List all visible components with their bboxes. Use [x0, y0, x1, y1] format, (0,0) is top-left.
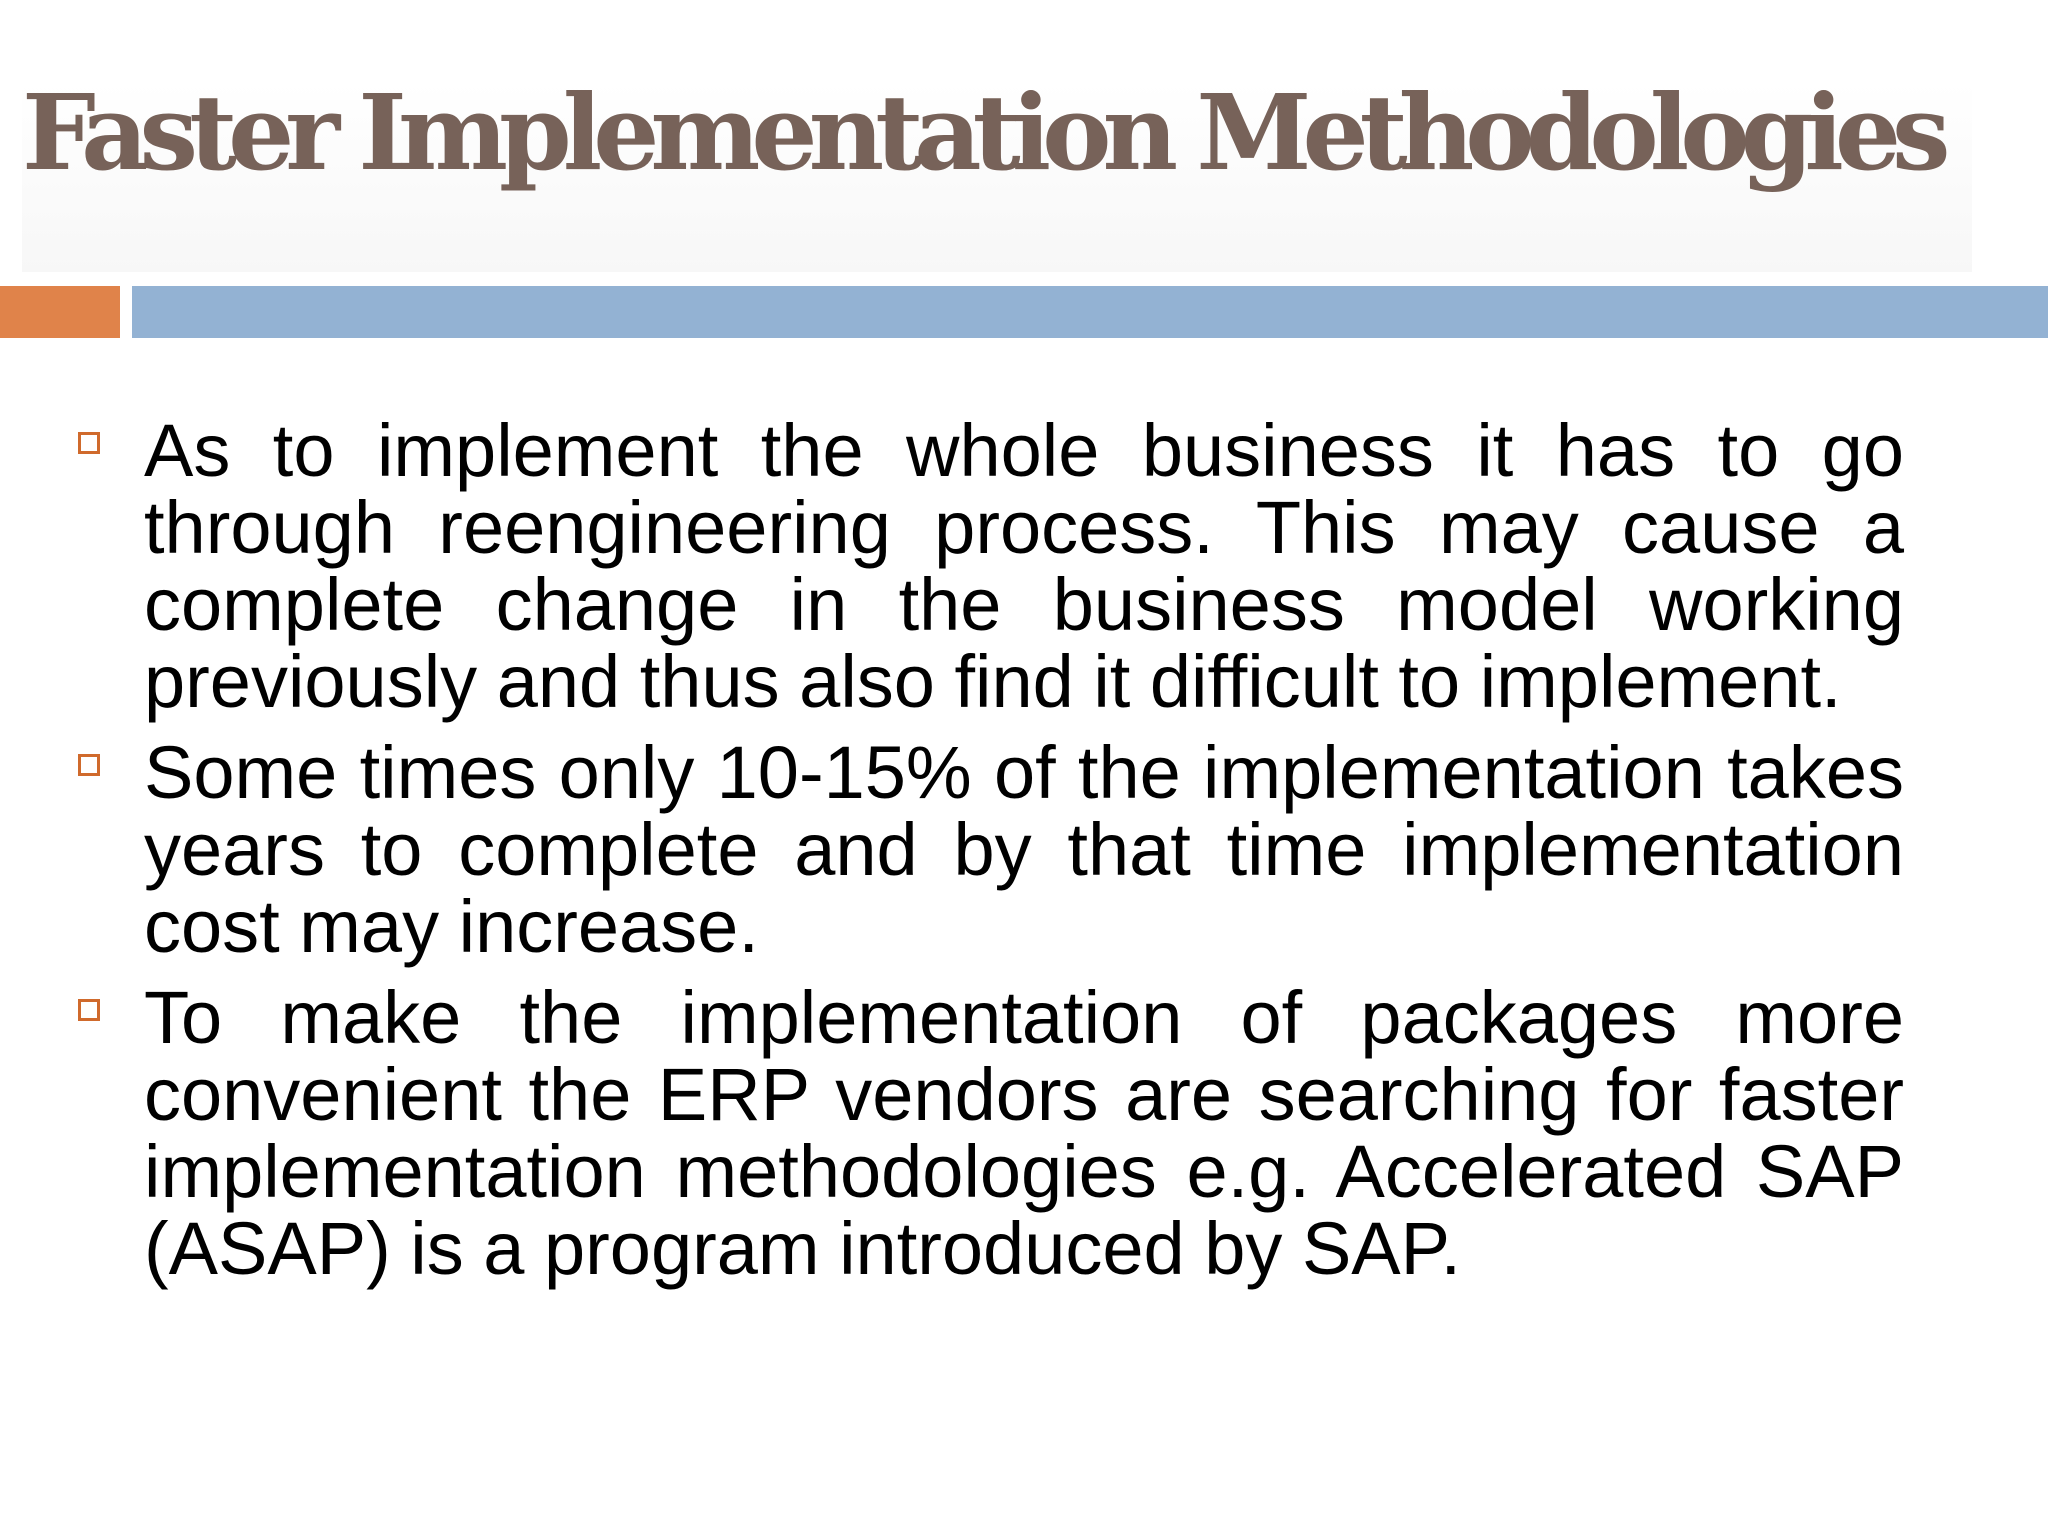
bullet-item — [72, 409, 1904, 723]
hollow-square-bullet-icon — [78, 754, 100, 776]
accent-bar-orange — [0, 286, 120, 338]
hollow-square-bullet-icon — [78, 999, 100, 1021]
hollow-square-bullet-icon — [78, 432, 100, 454]
bullet-item — [72, 731, 1904, 968]
bullet-text: As to implement the whole business it has to go through reengineering process. This may cause a complete change in the business model working previously and thus also find it difficult to implement. — [144, 409, 1904, 723]
accent-bar-blue — [132, 286, 2048, 338]
slide-title: Faster Implementation Methodologies — [22, 71, 1942, 194]
bullet-text: Some times only 10-15% of the implementation takes years to complete and by that time implementation cost may increase. — [144, 731, 1904, 968]
bullet-list — [72, 409, 1904, 1301]
bullet-item — [72, 976, 1904, 1290]
bullet-text: To make the implementation of packages more convenient the ERP vendors are searching for faster implementation methodologies e.g. Accelerated SAP (ASAP) is a program introduced by SAP. — [144, 976, 1904, 1290]
